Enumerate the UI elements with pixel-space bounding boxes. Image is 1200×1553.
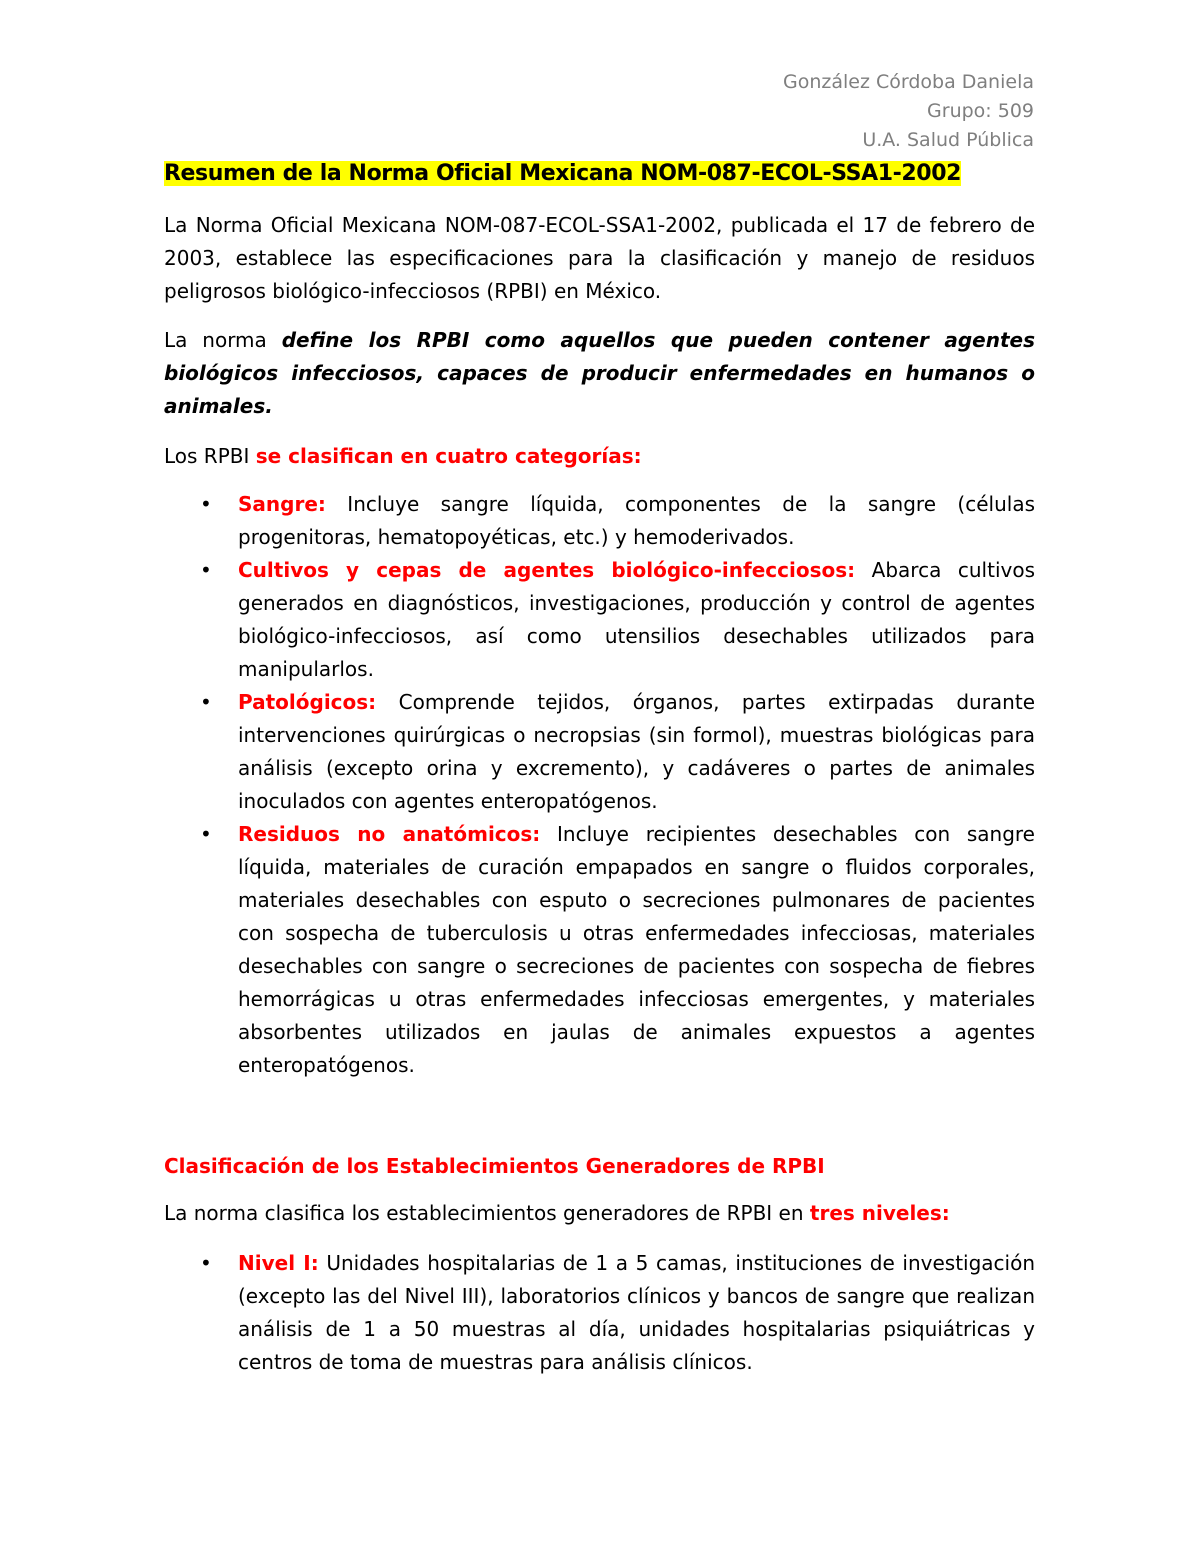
intro-paragraph: La Norma Oficial Mexicana NOM-087-ECOL-SSA1-2002, publicada el 17 de febrero de 2003, establece las especificaciones para la clasificación y manejo de residuos peligrosos biológico-infecciosos (RPBI) en México. (164, 213, 1035, 303)
list-item (164, 686, 1035, 818)
classification-lead: Los RPBI (164, 444, 256, 468)
list-item (164, 554, 1035, 686)
level-text: Unidades hospitalarias de 1 a 5 camas, instituciones de investigación (excepto las del Nivel III), laboratorios clínicos y bancos de sangre que realizan análisis de 1 a 50 muestras al día, unidades hospitalarias psiquiátricas y centros de toma de muestras para análisis clínicos. (238, 1251, 1036, 1374)
section-intro (164, 1197, 1035, 1230)
definition-lead: La norma (164, 328, 282, 352)
levels-list (164, 1247, 1035, 1379)
category-label: Sangre: (238, 492, 326, 516)
list-item (164, 818, 1035, 1082)
group-label: Grupo: 509 (927, 100, 1034, 122)
category-text: Incluye recipientes desechables con sangre líquida, materiales de curación empapados en sangre o fluidos corporales, materiales desechables con esputo o secreciones pulmonares de pacientes con sospecha de tuberculosis u otras enfermedades infecciosas, materiales desechables con sangre o secreciones de pacientes con sospecha de fiebres hemorrágicas u otras enfermedades infecciosas emergentes, y materiales absorbentes utilizados en jaulas de animales expuestos a agentes enteropatógenos. (238, 822, 1035, 1077)
section-intro-lead: La norma clasifica los establecimientos generadores de RPBI en (164, 1201, 810, 1225)
list-item (164, 488, 1035, 554)
section-intro-emphasis: tres niveles: (809, 1201, 950, 1225)
categories-list (164, 488, 1035, 1082)
category-label: Cultivos y cepas de agentes biológico-infecciosos: (238, 558, 856, 582)
category-label: Residuos no anatómicos: (238, 822, 541, 846)
subject-label: U.A. Salud Pública (862, 129, 1034, 151)
classification-emphasis: se clasifican en cuatro categorías: (255, 444, 642, 468)
document-title-text: Resumen de la Norma Oficial Mexicana NOM-087-ECOL-SSA1-2002 (164, 161, 962, 186)
list-item (164, 1247, 1035, 1379)
category-text: Comprende tejidos, órganos, partes extirpadas durante intervenciones quirúrgicas o necropsias (sin formol), muestras biológicas para análisis (excepto orina y excremento), y cadáveres o partes de animales inoculados con agentes enteropatógenos. (238, 690, 1035, 813)
author-name: González Córdoba Daniela (783, 71, 1034, 93)
classification-intro (164, 440, 1035, 473)
definition-emphasis: define los RPBI como aquellos que pueden contener agentes biológicos infecciosos, capaces de producir enfermedades en humanos o animales. (164, 328, 1035, 418)
section-heading: Clasificación de los Establecimientos Generadores de RPBI (164, 1154, 825, 1178)
definition-paragraph (164, 324, 1035, 423)
category-text: Incluye sangre líquida, componentes de la sangre (células progenitoras, hematopoyéticas, etc.) y hemoderivados. (238, 492, 1035, 549)
category-label: Patológicos: (238, 690, 377, 714)
document-header (783, 68, 1034, 155)
level-label: Nivel I: (238, 1251, 319, 1275)
category-text: Abarca cultivos generados en diagnósticos, investigaciones, producción y control de agentes biológico-infecciosos, así como utensilios desechables utilizados para manipularlos. (238, 558, 1035, 681)
document-title (164, 156, 1035, 192)
